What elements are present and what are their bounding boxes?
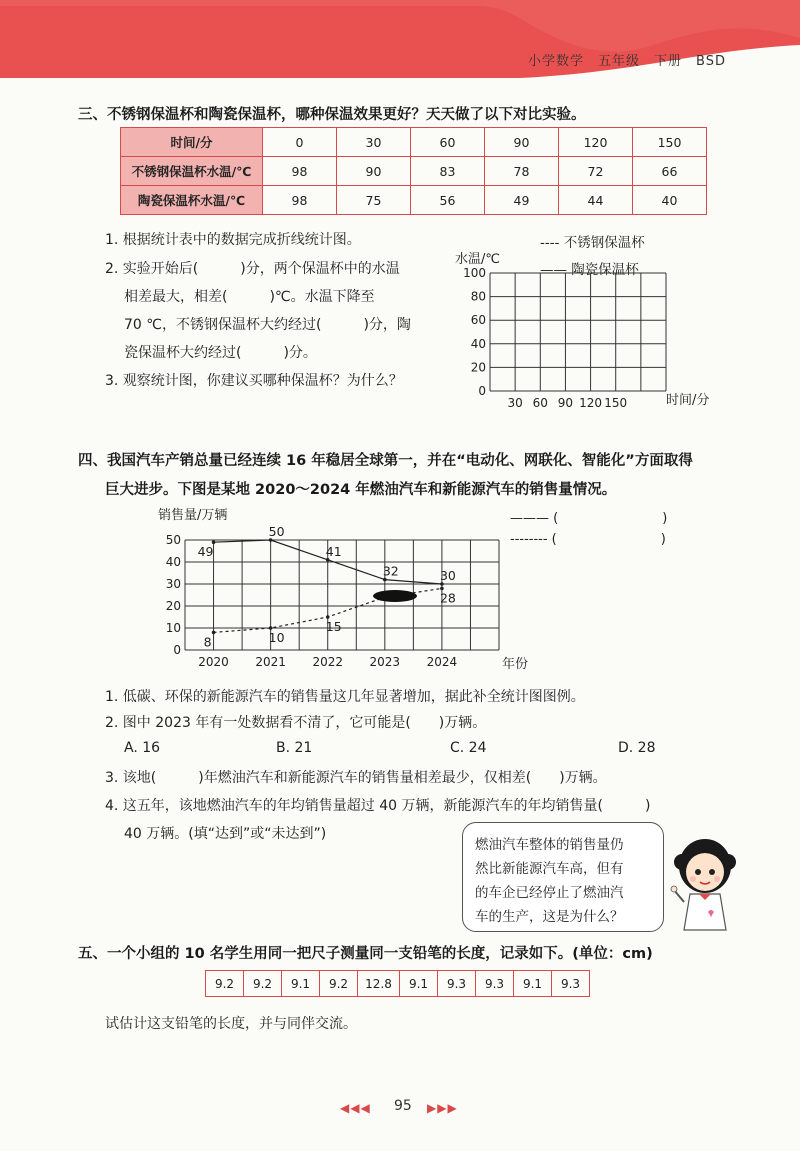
measurement-cell: 9.3 bbox=[476, 971, 514, 997]
car-sales-line-chart bbox=[150, 500, 550, 675]
grid-x-tick-label: 120 bbox=[579, 396, 603, 410]
table-cell: 75 bbox=[337, 186, 411, 215]
table-cell: 150 bbox=[633, 128, 707, 157]
chart-y-tick-label: 20 bbox=[165, 599, 181, 613]
data-label: 50 bbox=[268, 524, 285, 539]
s3-question-2-line2: 相差最大，相差( )℃。水温下降至 bbox=[124, 289, 375, 305]
chart-y-axis-label: 销售量/万辆 bbox=[158, 508, 228, 523]
data-label: 10 bbox=[268, 630, 285, 645]
chart-y-tick-label: 10 bbox=[165, 621, 181, 635]
measurement-cell: 12.8 bbox=[358, 971, 400, 997]
footer-right-arrows: ▶▶▶ bbox=[427, 1101, 458, 1115]
s5-task: 试估计这支铅笔的长度，并与同伴交流。 bbox=[105, 1016, 357, 1032]
table-cell: 98 bbox=[263, 157, 337, 186]
s3-question-3: 3. 观察统计图，你建议买哪种保温杯？为什么？ bbox=[105, 373, 403, 389]
table-cell: 78 bbox=[485, 157, 559, 186]
grid-y-ticks bbox=[463, 266, 486, 398]
s3-question-2-line4: 瓷保温杯大约经过( )分。 bbox=[124, 345, 317, 361]
grid-y-tick-label: 40 bbox=[470, 336, 486, 351]
measurement-cell: 9.2 bbox=[320, 971, 358, 997]
s4-question-2: 2. 图中 2023 年有一处数据看不清了，它可能是( )万辆。 bbox=[105, 715, 487, 731]
grid-y-axis-label: 水温/℃ bbox=[455, 252, 500, 267]
grid-x-tick-label: 60 bbox=[532, 396, 548, 410]
table-cell: 0 bbox=[263, 128, 337, 157]
table-cell: 30 bbox=[337, 128, 411, 157]
table-header: 不锈钢保温杯水温/℃ bbox=[121, 157, 263, 186]
table-cell: 120 bbox=[559, 128, 633, 157]
s4-question-1: 1. 低碳、环保的新能源汽车的销售量这几年显著增加，据此补全统计图图例。 bbox=[105, 689, 585, 705]
data-label: 49 bbox=[197, 544, 214, 560]
section5-title: 五、一个小组的 10 名学生用同一把尺子测量同一支铅笔的长度，记录如下。(单位：cm) bbox=[78, 946, 653, 962]
data-label: 8 bbox=[203, 634, 212, 650]
table-header: 时间/分 bbox=[121, 128, 263, 157]
data-label: 28 bbox=[439, 590, 456, 606]
grid-y-tick-label: 60 bbox=[470, 313, 486, 328]
section4-title-line2: 巨大进步。下图是某地 2020～2024 年燃油汽车和新能源汽车的销售量情况。 bbox=[105, 482, 617, 498]
grid-y-tick-label: 80 bbox=[470, 289, 486, 304]
page-number: 95 bbox=[394, 1098, 412, 1114]
table-cell: 72 bbox=[559, 157, 633, 186]
footer-left-arrows: ◀◀◀ bbox=[340, 1101, 371, 1115]
blank-temperature-grid bbox=[450, 245, 730, 415]
chart-y-tick-label: 40 bbox=[165, 555, 181, 569]
data-label: 41 bbox=[325, 543, 342, 559]
grid-x-axis-label: 时间/分 bbox=[666, 393, 710, 408]
grid-y-tick-label: 0 bbox=[478, 384, 486, 398]
grid-x-tick-label: 150 bbox=[604, 396, 628, 410]
option-d: D. 28 bbox=[618, 740, 656, 756]
bubble-text: 的车企已经停止了燃油汽 bbox=[475, 885, 624, 901]
chart-y-tick-label: 50 bbox=[165, 533, 181, 547]
option-b: B. 21 bbox=[276, 740, 313, 756]
temperature-table bbox=[120, 127, 707, 215]
measurement-cell: 9.3 bbox=[438, 971, 476, 997]
measurement-cell: 9.1 bbox=[282, 971, 320, 997]
chart-x-axis-label: 年份 bbox=[502, 657, 529, 672]
s4-question-4-line2: 40 万辆。(填“达到”或“未达到”) bbox=[124, 826, 327, 842]
section4-title-line1: 四、我国汽车产销总量已经连续 16 年稳居全球第一，并在“电动化、网联化、智能化”方面取得 bbox=[78, 453, 693, 469]
bubble-text: 燃油汽车整体的销售量仍 bbox=[475, 837, 624, 853]
legend-blank-dashed: -------- ( ) bbox=[510, 532, 666, 547]
table-cell: 90 bbox=[337, 157, 411, 186]
chart-x-tick-label: 2020 bbox=[198, 655, 229, 669]
s4-question-4-line1: 4. 这五年，该地燃油汽车的年均销售量超过 40 万辆，新能源汽车的年均销售量( ) bbox=[105, 798, 651, 814]
table-cell: 44 bbox=[559, 186, 633, 215]
grid-y-tick-label: 20 bbox=[470, 360, 486, 375]
legend-blank-solid: ——— ( ) bbox=[510, 511, 668, 526]
ink-smudge bbox=[373, 590, 417, 602]
grid-x-tick-label: 30 bbox=[507, 396, 523, 410]
measurement-table bbox=[205, 970, 590, 997]
legend-stainless: ---- 不锈钢保温杯 bbox=[540, 235, 645, 251]
measurement-cell: 9.1 bbox=[514, 971, 552, 997]
header-text: 小学数学 五年级 下册 BSD bbox=[528, 54, 726, 69]
table-row bbox=[121, 157, 707, 186]
grid-y-tick-label: 100 bbox=[463, 266, 486, 280]
table-header: 陶瓷保温杯水温/℃ bbox=[121, 186, 263, 215]
chart-x-tick-label: 2022 bbox=[312, 655, 344, 669]
table-cell: 83 bbox=[411, 157, 485, 186]
measurement-cell: 9.3 bbox=[552, 971, 590, 997]
measurement-cell: 9.1 bbox=[400, 971, 438, 997]
s3-question-2-line3: 70 ℃，不锈钢保温杯大约经过( )分，陶 bbox=[124, 317, 411, 333]
legend-ceramic: —— 陶瓷保温杯 bbox=[540, 262, 639, 278]
s4-question-3: 3. 该地( )年燃油汽车和新能源汽车的销售量相差最少，仅相差( )万辆。 bbox=[105, 770, 607, 786]
chart-y-ticks bbox=[166, 533, 181, 657]
data-point bbox=[212, 631, 216, 635]
girl-illustration bbox=[670, 832, 740, 932]
table-row bbox=[206, 971, 590, 997]
table-cell: 66 bbox=[633, 157, 707, 186]
chart-y-tick-label: 30 bbox=[165, 577, 181, 591]
option-a: A. 16 bbox=[124, 740, 161, 756]
section3-title: 三、不锈钢保温杯和陶瓷保温杯，哪种保温效果更好？天天做了以下对比实验。 bbox=[78, 107, 586, 123]
table-cell: 49 bbox=[485, 186, 559, 215]
measurement-cell: 9.2 bbox=[206, 971, 244, 997]
table-cell: 60 bbox=[411, 128, 485, 157]
grid-x-ticks bbox=[508, 396, 628, 410]
s3-question-1: 1. 根据统计表中的数据完成折线统计图。 bbox=[105, 232, 361, 248]
data-label: 30 bbox=[439, 568, 456, 583]
table-cell: 56 bbox=[411, 186, 485, 215]
speech-bubble bbox=[462, 822, 664, 932]
measurement-cell: 9.2 bbox=[244, 971, 282, 997]
bubble-text: 然比新能源汽车高，但有 bbox=[475, 861, 624, 877]
chart-x-tick-label: 2023 bbox=[369, 655, 401, 669]
table-cell: 90 bbox=[485, 128, 559, 157]
grid-x-tick-label: 90 bbox=[557, 396, 574, 410]
chart-series bbox=[198, 524, 456, 649]
table-row bbox=[121, 186, 707, 215]
chart-x-tick-label: 2024 bbox=[426, 655, 458, 669]
chart-y-tick-label: 0 bbox=[173, 643, 181, 657]
option-c: C. 24 bbox=[450, 740, 487, 756]
chart-x-ticks bbox=[198, 655, 457, 669]
table-cell: 98 bbox=[263, 186, 337, 215]
table-cell: 40 bbox=[633, 186, 707, 215]
bubble-text: 车的生产，这是为什么？ bbox=[475, 909, 624, 925]
s3-question-2-line1: 2. 实验开始后( )分，两个保温杯中的水温 bbox=[105, 261, 400, 277]
chart-x-tick-label: 2021 bbox=[255, 655, 286, 669]
grid-lines bbox=[490, 273, 666, 391]
data-label: 32 bbox=[382, 563, 399, 579]
data-label: 15 bbox=[325, 619, 342, 634]
table-row bbox=[121, 128, 707, 157]
